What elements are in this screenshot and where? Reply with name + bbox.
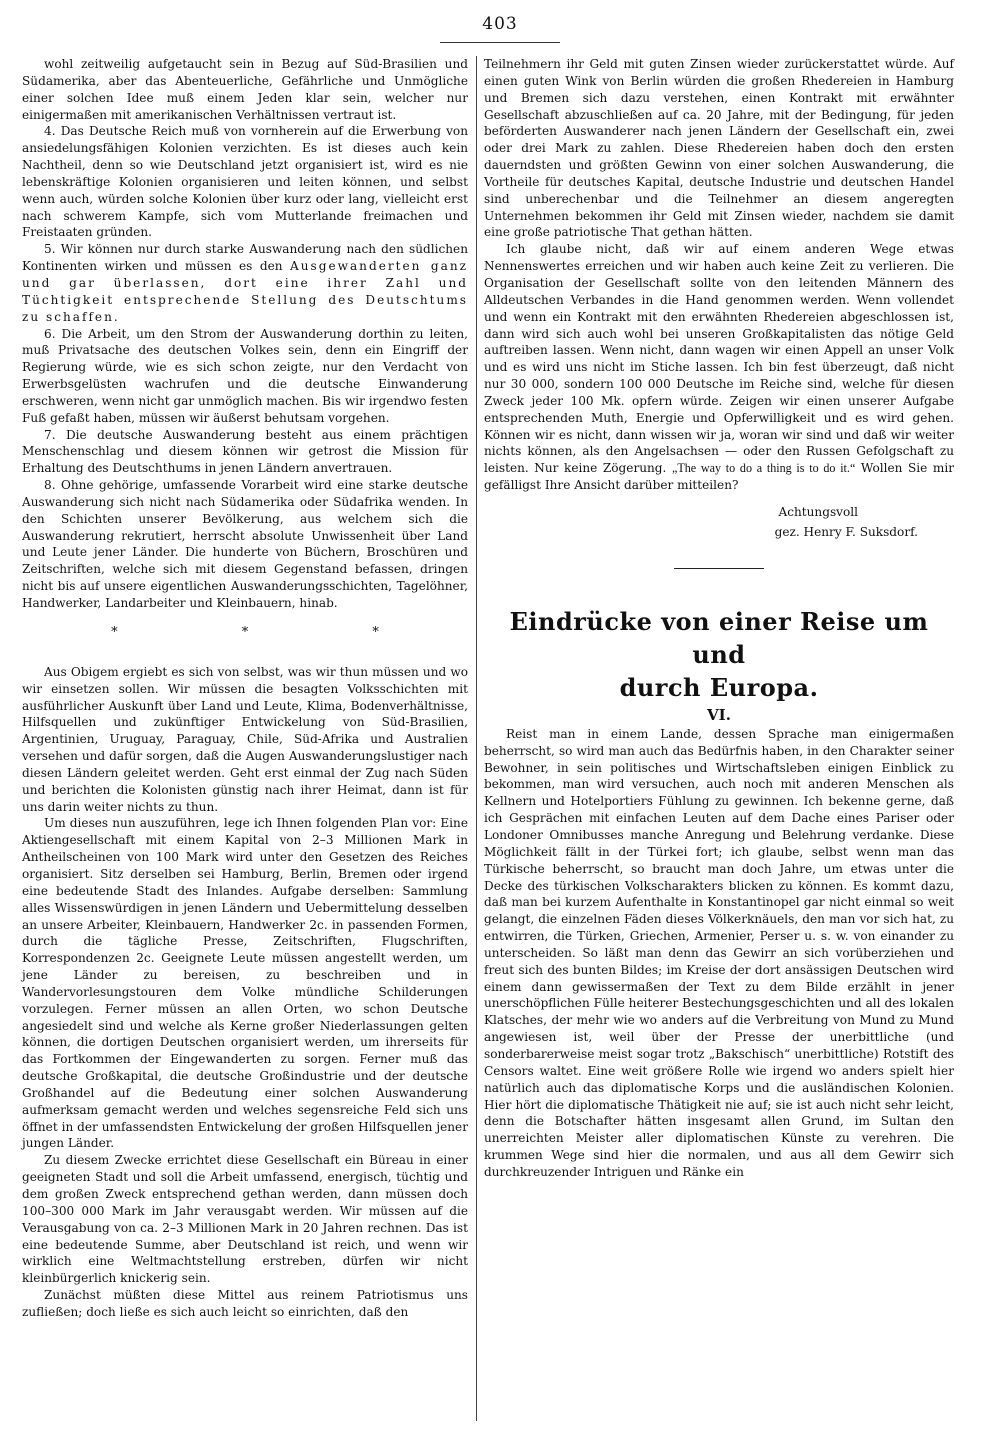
paragraph-point-5-start: 5. Wir können nur durch starke Auswanderung nach den südlichen Kontinenten wirken und müssen es den xyxy=(22,242,468,274)
article-paragraph: Reist man in einem Lande, dessen Sprache man einigermaßen beherrscht, so wird man auch das Bedürfnis haben, in den Charakter seiner Bewohner, in sein politisches und Wirtschaftsleben einigen Einblick zu bekommen, man wird versuchen, auch noch mit anderen Menschen als Kellnern und Hotelportiers Fühlung zu gewinnen. Ich bekenne gerne, daß ich Gesprächen mit einfachen Leuten auf dem Dache eines Pariser oder Londoner Omnibusses manche Anregung und Belehrung verdanke. Diese Möglichkeit fällt in der Türkei fort; ich glaube, selbst wenn man das Türkische beherrscht, so braucht man doch Jahre, um etwas unter die Decke des türkischen Volkscharakters blicken zu können. Es kommt dazu, daß man bei kurzem Aufenthalte in Konstantinopel gar nicht einmal so weit gelangt, die einzelnen Fäden dieses Völkerknäuels, den man vor sich hat, zu entwirren, die Türken, Griechen, Armenier, Perser u. s. w. von einander zu unterscheiden. So läßt man denn das Gewirr an sich vorüberziehen und freut sich des bunten Bildes; im Kreise der dort ansässigen Deutschen wird einem dann gewissermaßen der Text zu dem Bilde erzählt in jener unerschöpflichen Fülle heiterer Bestechungsgeschichten und all des lokalen Klatsches, der mehr wie wo anders auf die Verbreitung von Mund zu Mund angewiesen ist, weil über der Presse der unerbittliche (und sonderbarerweise meist sogar trotz „Bakschisch“ unerbittliche) Rotstift des Censors waltet. Eine weit größere Rolle wie irgend wo anders spielt hier natürlich auch das diplomatische Korps und die ausländischen Kolonien. Hier hört die diplomatische Thätigkeit nie auf; sie ist auch nicht sehr leicht, denn die Botschafter hätten insgesamt allen Grund, im Sultan den unerreichten Meister aller diplomatischen Künste zu verehren. Die krummen Wege sind hier die normalen, und aus all dem Gewirr sich durchkreuzender Intriguen und Ränke ein xyxy=(484,726,954,1179)
paragraph-point-5 xyxy=(22,241,468,325)
closing-request: Wollen Sie mir gefälligst Ihre Ansicht darüber mitteilen? xyxy=(484,461,955,493)
signoff xyxy=(484,502,954,542)
signoff-signature: gez. Henry F. Suksdorf. xyxy=(774,524,918,539)
article-title-line-1: Eindrücke von einer Reise um und xyxy=(509,606,929,669)
article-title-line-2: durch Europa. xyxy=(619,672,819,702)
right-column xyxy=(484,56,954,1181)
column-divider xyxy=(476,56,477,1421)
paragraph-organisation xyxy=(484,241,954,494)
header-rule xyxy=(440,42,560,43)
paragraph-conclusion: Aus Obigem ergiebt es sich von selbst, was wir thun müssen und wo wir einsetzen sollen. Wir müssen die besagten Volksschichten mit ausführlicher Auskunft über Land und Leute, Klima, Bodenverhältnisse, Hilfsquellen und zukünftiger Entwickelung von Süd-Brasilien, Argentinien, Uruguay, Paraguay, Chile, Süd-Afrika und Australien versehen und dafür sorgen, daß die Augen Auswanderungslustiger nach diesen Ländern geleitet werden. Geht erst einmal der Zug nach Süden und berichten die Kolonisten günstig nach ihrer Heimat, dann ist für uns darin weiter nichts zu thun. xyxy=(22,664,468,814)
paragraph-point-7: 7. Die deutsche Auswanderung besteht aus einem prächtigen Menschenschlag und diesem können wir getrost die Mission für Erhaltung des Deutschthums in jenen Ländern anvertrauen. xyxy=(22,427,468,476)
page-number: 403 xyxy=(482,14,518,34)
article-title xyxy=(484,605,954,704)
paragraph-organisation-body: Ich glaube nicht, daß wir auf einem anderen Wege etwas Nennenswertes erreichen und wir haben auch keine Zeit zu verlieren. Die Organisation der Gesellschaft sollte von den leitenden Männern des Alldeutschen Verbandes in die Hand genommen werden. Wenn vollendet und wenn ein Kontrakt mit den erwähnten Rhedereien abgeschlossen ist, dann wird sich auch wohl bei unseren Großkapitalisten das nötige Geld auftreiben lassen. Wenn nicht, dann wagen wir einen Appell an unser Volk und es wird uns nicht im Stiche lassen. Ich bin fest überzeugt, daß nicht nur 30 000, sondern 100 000 Deutsche im Reiche sind, welche für diesen Zweck jeder 100 Mk. opfern würde. Zeigen wir einen unserer Aufgabe entsprechenden Muth, Energie und Opferwilligkeit und es wird gehen. Können wir es nicht, dann wissen wir ja, woran wir sind und daß wir weiter nichts können, als den Angelsachsen — oder den Russen Gefolgschaft zu leisten. Nur keine Zögerung. xyxy=(484,242,954,476)
paragraph-point-4: 4. Das Deutsche Reich muß von vornherein auf die Erwerbung von ansiedelungsfähigen Kolonien verzichten. Es ist dieses auch kein Nachtheil, denn so wie Deutschland jetzt organisiert ist, wird es nie lebenskräftige Kolonien organisieren und leiten können, und selbst wenn auch, würden solche Kolonien über kurz oder lang, vielleicht erst nach schwerem Kampfe, sich vom Mutterlande freimachen und Freistaaten gründen. xyxy=(22,124,468,240)
english-quote: „The way to do a thing is to do it.“ xyxy=(671,461,856,476)
section-separator: * * * xyxy=(111,624,439,640)
paragraph-rhedereien: Teilnehmern ihr Geld mit guten Zinsen wieder zurückerstattet würde. Auf einen guten Wink von Berlin würden die großen Rhedereien in Hamburg und Bremen sich dazu verstehen, einen Kontrakt mit erwähnter Gesellschaft abzuschließen auf ca. 20 Jahre, mit der Bedingung, für jeden beförderten Auswanderer nach jenen Ländern der Gesellschaft ein, zwei oder drei Mark zu zahlen. Diese Rhedereien haben doch den ersten dauerndsten und größten Gewinn von einer solchen Auswanderung, die Vortheile für deutsches Kapital, deutsche Industrie und deutschen Handel sind unberechenbar und die Teilnehmer an diesem angeregten Unternehmen bekommen ihr Geld mit Zinsen wieder, nachdem sie damit eine große patriotische That gethan hätten. xyxy=(484,57,954,240)
paragraph-bureau: Zu diesem Zwecke errichtet diese Gesellschaft ein Büreau in einer geeigneten Stadt und soll die Arbeit umfassend, energisch, tüchtig und dem großen Zweck entsprechend gethan werden, dann müssen doch 100–300 000 Mark im Jahr verausgabt werden. Wir müssen auf die Verausgabung von ca. 2–3 Millionen Mark in 20 Jahren rechnen. Das ist eine bedeutende Summe, aber Deutschland ist reich, und wenn wir wirklich eine Weltmachtstellung erstreben, dürfen wir nicht kleinbürgerlich knickerig sein. xyxy=(22,1153,468,1286)
paragraph-point-6: 6. Die Arbeit, um den Strom der Auswanderung dorthin zu leiten, muß Privatsache des deutschen Volkes sein, denn ein Eingriff der Regierung würde, wie es sich schon zeigte, nur den Verdacht von Erwerbsgelüsten wachrufen und die deutsche Einwanderung erschweren, wenn nicht gar unmöglich machen. Bis wir irgendwo festen Fuß gefaßt haben, müssen wir äußerst behutsam vorgehen. xyxy=(22,326,468,425)
paragraph-continuation: wohl zeitweilig aufgetaucht sein in Bezug auf Süd-Brasilien und Südamerika, aber das Abenteuerliche, Gefährliche und Unmögliche einer solchen Idee muß einem Jeden klar sein, welcher nur einigermaßen mit amerikanischen Verhältnissen vertraut ist. xyxy=(22,57,468,122)
paragraph-funding: Zunächst müßten diese Mittel aus reinem Patriotismus uns zufließen; doch ließe es sich auch leicht so einrichten, daß den xyxy=(22,1288,468,1319)
section-rule xyxy=(674,568,764,569)
paragraph-point-5-spaced: Ausgewanderten ganz und gar überlassen, dort eine ihrer Zahl und Tüchtigkeit entsprechende Stellung des Deutschtums zu schaffen. xyxy=(22,259,469,324)
left-column xyxy=(22,56,468,1321)
signoff-greeting: Achtungsvoll xyxy=(778,504,858,519)
paragraph-plan: Um dieses nun auszuführen, lege ich Ihnen folgenden Plan vor: Eine Aktiengesellschaft mit einem Kapital von 2–3 Millionen Mark in Antheilscheinen von 100 Mark wird unter den Gesetzen des Reiches organisiert. Sitz derselben sei Hamburg, Berlin, Bremen oder irgend eine bedeutende Stadt des Inlandes. Aufgabe derselben: Sammlung alles Wissenswürdigen in jenen Ländern und Uebermittelung desselben an unsere Arbeiter, Kleinbauern, Handwerker 2c. in passenden Formen, durch die tägliche Presse, Zeitschriften, Flugschriften, Korrespondenzen 2c. Geeignete Leute müssen angestellt werden, um jene Länder zu bereisen, zu beschreiben und in Wandervorlesungstouren dem Volke mündliche Schilderungen vorzulegen. Ferner müssen an allen Orten, wo schon Deutsche angesiedelt sind und welche als Kerne großer Niederlassungen gelten können, die dortigen Deutschen organisiert werden, um ihrerseits für das Fortkommen der Eingewanderten zu sorgen. Ferner muß das deutsche Großkapital, die deutsche Großindustrie und der deutsche Großhandel auf die Bedeutung einer solchen Auswanderung aufmerksam gemacht werden und welches segensreiche Feld sich uns öffnet in der umfassendsten Entwickelung der großen Hilfsquellen jener jungen Länder. xyxy=(22,816,468,1151)
article-part-numeral: VI. xyxy=(707,705,731,724)
paragraph-point-8: 8. Ohne gehörige, umfassende Vorarbeit wird eine starke deutsche Auswanderung sich nicht nach Südamerika oder Südafrika wenden. In den Schichten unserer Bevölkerung, aus welchem sich die Auswanderung rekrutiert, herrscht absolute Unwissenheit über Land und Leute jener Länder. Die hunderte von Büchern, Broschüren und Zeitschriften, welche sich mit diesem Gegenstand befassen, dringen nicht bis auf unsere eigentlichen Auswanderungsschichten, Tagelöhner, Handwerker, Landarbeiter und Kleinbauern, hinab. xyxy=(22,478,468,610)
